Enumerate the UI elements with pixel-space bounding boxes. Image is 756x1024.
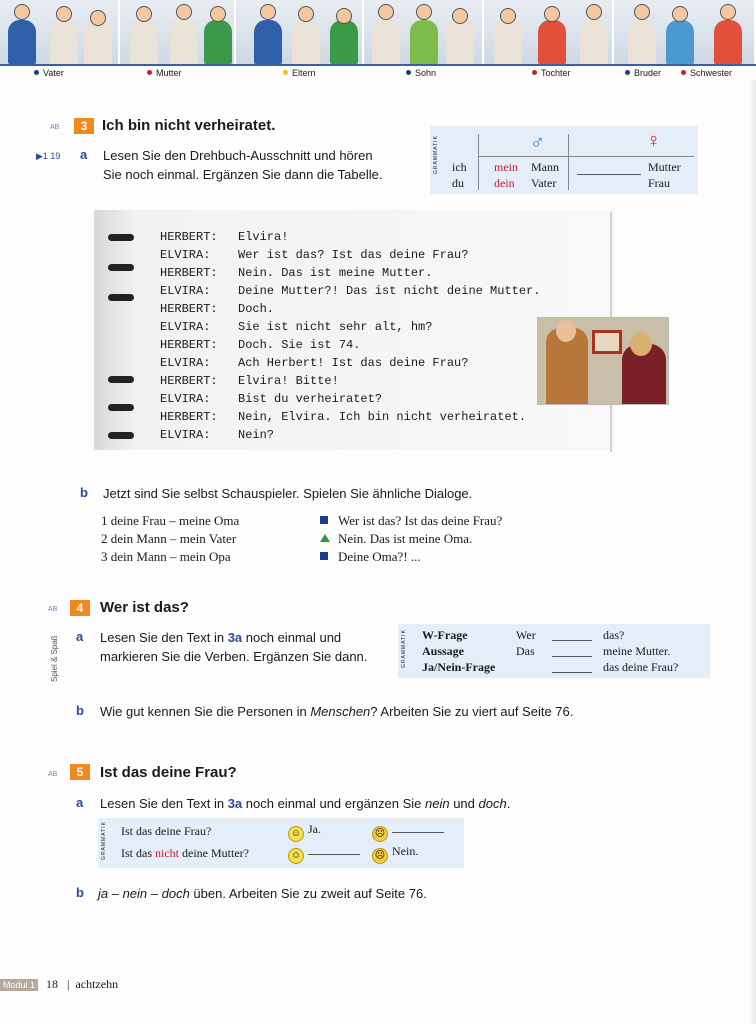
family-label-text: Mutter	[156, 68, 182, 78]
grammar-cell	[121, 846, 249, 861]
grammar-table-possessive	[430, 126, 698, 194]
speaker: ELVIRA:	[160, 392, 211, 406]
instruction-line: markieren Sie die Verben. Ergänzen Sie dann.	[100, 649, 368, 664]
family-label-tochter	[532, 68, 571, 78]
spiel-spass-label: Spiel & Spaß	[50, 635, 59, 682]
family-label-sohn	[406, 68, 436, 78]
exercise-reference: 3a	[227, 630, 243, 645]
grammar-cell: W-Frage	[422, 628, 468, 642]
task-instruction	[100, 794, 510, 813]
speaker: ELVIRA:	[160, 284, 211, 298]
dialogue-line	[160, 392, 382, 406]
photo-man-head	[556, 320, 576, 342]
dialogue-line	[160, 410, 526, 424]
instruction-text: ? Arbeiten Sie zu viert auf Seite 76.	[370, 704, 574, 719]
speech: Elvira!	[238, 230, 289, 244]
grammar-cell: Frau	[648, 176, 670, 190]
list-item: 3 dein Mann – mein Opa	[101, 549, 231, 564]
instruction-line: Lesen Sie den Drehbuch-Ausschnitt und hören	[103, 148, 373, 163]
triangle-bullet-icon	[320, 534, 330, 542]
grammar-table-answers	[98, 818, 464, 868]
instruction-text: noch einmal und ergänzen Sie	[242, 796, 426, 811]
exercise-reference: 3a	[227, 796, 243, 811]
task-letter: b	[76, 703, 84, 718]
spiral-binding	[108, 234, 134, 241]
photo-woman-head	[630, 332, 652, 356]
pair-list	[101, 512, 239, 566]
dialogue-line	[160, 302, 274, 316]
sad-face-icon: ☹	[372, 848, 388, 864]
task-letter: b	[80, 485, 88, 500]
speech: Deine Mutter?! Das ist nicht deine Mutter.	[238, 284, 541, 298]
speech: Nein, Elvira. Ich bin nicht verheiratet.	[238, 410, 527, 424]
family-label-text: Schwester	[690, 68, 733, 78]
grammar-cell: mein	[494, 160, 518, 174]
blank-field[interactable]	[552, 640, 592, 641]
grammar-label: GRAMMATIK	[401, 629, 407, 668]
spiral-binding	[108, 404, 134, 411]
color-dot	[283, 70, 288, 75]
color-dot	[34, 70, 39, 75]
grammar-cell: Ist das deine Frau?	[121, 824, 212, 838]
instruction-line: Sie noch einmal. Ergänzen Sie dann die Tabelle.	[103, 167, 383, 182]
list-item: 1 deine Frau – meine Oma	[101, 513, 240, 528]
exercise-title: Wer ist das?	[100, 599, 189, 616]
happy-face-icon: ☺	[288, 848, 304, 864]
dialog-line	[320, 530, 502, 548]
speech: Ach Herbert! Ist das deine Frau?	[238, 356, 469, 370]
spiral-binding	[108, 376, 134, 383]
page-edge-shadow	[750, 80, 756, 1024]
question-text: deine Mutter?	[179, 846, 249, 860]
instruction-text: Lesen Sie den Text in	[100, 630, 228, 645]
blank-field[interactable]	[392, 832, 444, 833]
answer-blank	[372, 822, 444, 842]
ab-tag: AB	[48, 606, 58, 613]
task-instruction	[100, 702, 573, 721]
grammar-cell: meine Mutter.	[603, 644, 671, 658]
exercise-title: Ich bin nicht verheiratet.	[102, 117, 276, 134]
banner-divider	[0, 64, 756, 66]
blank-field[interactable]	[308, 854, 360, 855]
speaker: ELVIRA:	[160, 320, 211, 334]
instruction-line	[100, 628, 367, 647]
speaker: HERBERT:	[160, 374, 218, 388]
exercise-title: Ist das deine Frau?	[100, 764, 237, 781]
color-dot	[147, 70, 152, 75]
grammar-table-questions	[398, 624, 710, 678]
page-number-word: achtzehn	[75, 977, 119, 991]
exercise-number: 3	[74, 118, 94, 134]
table-divider	[568, 134, 569, 190]
instruction-text: und	[449, 796, 479, 811]
family-label-mutter	[147, 68, 182, 78]
illustration-panel	[0, 0, 120, 64]
grammar-cell: Ja/Nein-Frage	[422, 660, 496, 674]
photo-herbert-elvira	[537, 317, 669, 405]
task-letter: a	[76, 629, 84, 644]
dialogue-line	[160, 374, 339, 388]
speech: Sie ist nicht sehr alt, hm?	[238, 320, 433, 334]
footer-separator: |	[67, 977, 70, 991]
blank-field[interactable]	[552, 672, 592, 673]
task-instruction	[100, 628, 367, 666]
table-divider	[478, 156, 694, 157]
exercise-number: 4	[70, 600, 90, 616]
dialogue-line	[160, 320, 432, 334]
color-dot	[532, 70, 537, 75]
illustration-panel	[484, 0, 614, 64]
speaker: ELVIRA:	[160, 428, 211, 442]
task-instruction	[98, 884, 427, 903]
answer-nein	[372, 844, 418, 864]
grammar-label: GRAMMATIK	[433, 135, 439, 174]
sad-face-icon: ☹	[372, 826, 388, 842]
illustration-panel	[364, 0, 484, 64]
grammar-cell: das deine Frau?	[603, 660, 679, 674]
grammar-cell: du	[452, 176, 464, 190]
ab-tag: AB	[48, 771, 58, 778]
book-title: Menschen	[310, 704, 371, 719]
family-illustration-banner	[0, 0, 756, 66]
grammar-cell: Vater	[531, 176, 557, 190]
dialogue-line	[160, 428, 274, 442]
speaker: HERBERT:	[160, 230, 218, 244]
color-dot	[681, 70, 686, 75]
table-divider	[478, 134, 479, 190]
speaker: HERBERT:	[160, 302, 218, 316]
dialogue-line	[160, 284, 540, 298]
speech: Nein. Das ist meine Mutter.	[238, 266, 433, 280]
color-dot	[406, 70, 411, 75]
task-letter: a	[76, 795, 84, 810]
family-label-bruder	[625, 68, 661, 78]
photo-picture-frame	[592, 330, 622, 354]
family-label-vater	[34, 68, 64, 78]
family-label-eltern	[283, 68, 316, 78]
family-label-text: Vater	[43, 68, 64, 78]
grammar-cell: das?	[603, 628, 625, 642]
color-dot	[625, 70, 630, 75]
dialogue-line	[160, 338, 360, 352]
answer-ja	[288, 822, 321, 842]
task-instruction	[103, 146, 382, 184]
speech: Doch.	[238, 302, 275, 316]
illustration-panel	[614, 0, 756, 64]
blank-field[interactable]	[577, 174, 641, 175]
dialog-text: Wer ist das? Ist das deine Frau?	[338, 513, 503, 528]
family-labels	[0, 67, 756, 81]
instruction-text: Wie gut kennen Sie die Personen in	[100, 704, 311, 719]
grammar-cell: Aussage	[422, 644, 465, 658]
grammar-cell: Mann	[531, 160, 559, 174]
page-number: 18	[46, 977, 59, 991]
dialogue-line	[160, 230, 288, 244]
speaker: HERBERT:	[160, 266, 218, 280]
speech: Doch. Sie ist 74.	[238, 338, 361, 352]
keyword-doch: doch	[478, 796, 507, 811]
spiral-binding	[108, 294, 134, 301]
grammar-cell: dein	[494, 176, 515, 190]
speaker: ELVIRA:	[160, 248, 211, 262]
sample-dialog	[320, 512, 502, 566]
dialog-line	[320, 548, 502, 566]
speech: Bist du verheiratet?	[238, 392, 383, 406]
dialog-text: Deine Oma?! ...	[338, 549, 421, 564]
dialogue-line	[160, 356, 468, 370]
happy-face-icon: ☺	[288, 826, 304, 842]
grammar-label: GRAMMATIK	[101, 821, 107, 860]
illustration-panel	[236, 0, 364, 64]
speech: Elvira! Bitte!	[238, 374, 339, 388]
instruction-text: Lesen Sie den Text in	[100, 796, 228, 811]
speaker: ELVIRA:	[160, 356, 211, 370]
list-item: 2 dein Mann – mein Vater	[101, 531, 237, 546]
blank-field[interactable]	[552, 656, 592, 657]
answer-blank	[288, 844, 360, 864]
answer-text: Ja.	[308, 822, 321, 836]
page-footer	[0, 977, 118, 992]
ab-tag: AB	[50, 124, 60, 131]
instruction-text: üben. Arbeiten Sie zu zweit auf Seite 76.	[189, 886, 427, 901]
grammar-cell: Mutter	[648, 160, 681, 174]
speech: Nein?	[238, 428, 275, 442]
instruction-text: .	[506, 796, 511, 811]
spiral-binding	[108, 432, 134, 439]
question-highlight: nicht	[155, 846, 179, 860]
family-label-text: Bruder	[634, 68, 662, 78]
dialogue-line	[160, 266, 432, 280]
family-label-text: Eltern	[292, 68, 316, 78]
audio-track-number[interactable]: ▶1 19	[36, 151, 61, 161]
male-symbol-icon: ♂	[530, 132, 545, 154]
question-text: Ist das	[121, 846, 155, 860]
female-symbol-icon: ♀	[646, 130, 661, 152]
dialogue-line	[160, 248, 468, 262]
spiral-binding	[108, 264, 134, 271]
speech: Wer ist das? Ist das deine Frau?	[238, 248, 469, 262]
speaker: HERBERT:	[160, 338, 218, 352]
family-label-schwester	[681, 68, 732, 78]
exercise-number: 5	[70, 764, 90, 780]
answer-text: Nein.	[392, 844, 419, 858]
family-label-text: Tochter	[541, 68, 571, 78]
grammar-cell: Wer	[516, 628, 536, 642]
task-letter: a	[80, 147, 88, 162]
dialog-line	[320, 512, 502, 530]
instruction-text: noch einmal und	[242, 630, 342, 645]
keyword-nein: nein	[425, 796, 450, 811]
grammar-cell: ich	[452, 160, 467, 174]
dialog-text: Nein. Das ist meine Oma.	[338, 531, 473, 546]
keyword-list: ja – nein – doch	[98, 886, 190, 901]
square-bullet-icon	[320, 552, 328, 560]
grammar-cell: Das	[516, 644, 535, 658]
speaker: HERBERT:	[160, 410, 218, 424]
illustration-panel	[120, 0, 236, 64]
family-label-text: Sohn	[415, 68, 437, 78]
task-letter: b	[76, 885, 84, 900]
modul-badge: Modul 1	[0, 979, 38, 991]
task-instruction: Jetzt sind Sie selbst Schauspieler. Spielen Sie ähnliche Dialoge.	[103, 486, 473, 501]
square-bullet-icon	[320, 516, 328, 524]
